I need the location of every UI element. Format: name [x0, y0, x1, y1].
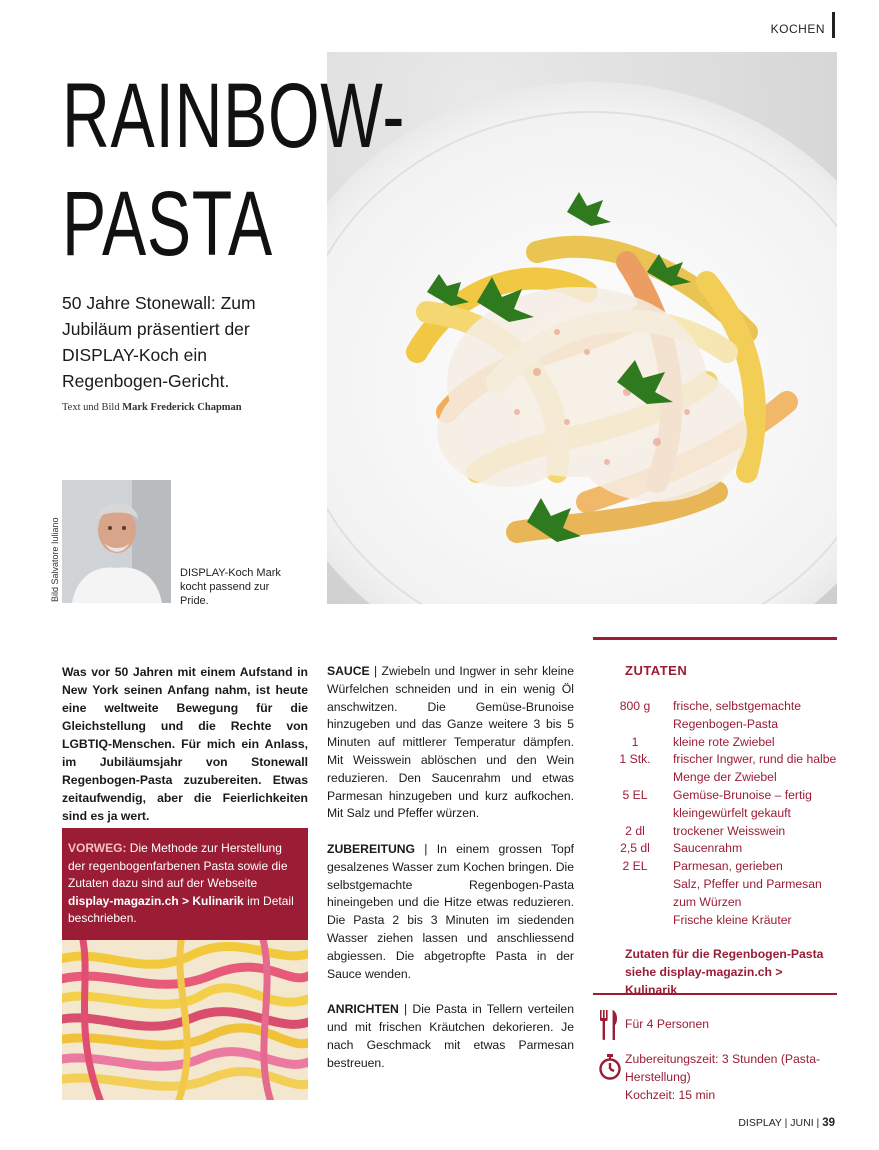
ingredient-quantity: [597, 876, 673, 912]
ingredient-quantity: 5 EL: [622, 787, 648, 802]
ingredient-quantity: 2,5 dl: [620, 841, 650, 856]
vorweg-box: [62, 828, 308, 940]
ingredient-row: [597, 858, 837, 876]
ingredient-row: [597, 734, 837, 752]
chef-portrait: [62, 480, 171, 603]
ingredient-list: [597, 698, 837, 929]
servings: Für 4 Personen: [625, 1017, 710, 1031]
intro-text: Was vor 50 Jahren mit einem Aufstand in New York seinen Anfang nahm, ist heute eine weltweite Bewegung für die Gleichstellung und die Rechte von LGBTIQ-Menschen. Für mich ein Anlass, im Jubiläumsjahr von Stonewall Regenbogen-Pasta zuzubereiten. Etwas zeitaufwendig, aber die Feierlichkeiten sind es ja wert.: [62, 665, 308, 823]
footer-magazine: DISPLAY: [738, 1117, 782, 1129]
ingredient-row: [597, 840, 837, 858]
portrait-caption: DISPLAY-Koch Mark kocht passend zur Pride.: [180, 567, 281, 607]
credit-prefix: Text und Bild: [62, 402, 120, 413]
ingredient-name: frische, selbstgemachte Regenbogen-Pasta: [673, 699, 802, 731]
credit-name: Mark Frederick Chapman: [122, 402, 242, 413]
ingredient-quantity: 1 Stk.: [619, 752, 651, 767]
section-bar: [832, 12, 835, 38]
ingredient-quantity: 2 EL: [622, 859, 648, 874]
ingredient-row: [597, 823, 837, 841]
ingredient-name: Frische kleine Kräuter: [673, 912, 792, 927]
ingredient-quantity: 1: [631, 734, 639, 749]
timer-icon: [598, 1053, 622, 1081]
cook-time: Kochzeit: 15 min: [625, 1088, 716, 1102]
footer-month: JUNI: [790, 1117, 814, 1129]
vorweg-text: Die Methode zur Herstellung der regenbogenfarbenen Pasta sowie die Zutaten dazu sind auf der Webseite: [68, 841, 288, 890]
step-text: Die Pasta in Tellern verteilen und mit frischen Kräutchen dekorieren. Je nach Geschmack mit etwas Parmesan bestreuen.: [327, 1002, 574, 1070]
step-anrichten: ANRICHTEN | Die Pasta in Tellern verteilen und mit frischen Kräutchen dekorieren. Je nach Geschmack mit etwas Parmesan bestreuen.: [327, 1002, 574, 1070]
ingredient-name: Parmesan, gerieben: [673, 859, 783, 874]
page-title-line2: PASTA: [62, 173, 273, 275]
zutaten-heading: ZUTATEN: [625, 663, 688, 678]
step-zubereitung: ZUBEREITUNG | In einem grossen Topf gesalzenes Wasser zum Kochen bringen. Die selbstgemachte Regenbogen-Pasta hineingeben und die Hitze etwas reduzieren. Die Pasta 2 bis 3 Minuten im siedenden Wasser ziehen lassen und anschliessend abgiessen. Die abgetropfte Pasta in der Sauce wenden.: [327, 841, 574, 981]
photo-credit: Bild Salvatore Iuliano: [50, 517, 60, 602]
ingredient-quantity: 2 dl: [625, 823, 645, 838]
ingredient-name: Gemüse-Brunoise – fertig kleingewürfelt gekauft: [673, 787, 812, 820]
vorweg-text-end: im Detail beschrieben.: [68, 893, 294, 925]
page-title-line1: RAINBOW-: [62, 65, 406, 167]
ingredient-name: Salz, Pfeffer und Parmesan zum Würzen: [673, 876, 822, 909]
ingredient-row: [597, 912, 837, 930]
vorweg-label: VORWEG:: [68, 841, 127, 855]
ingredient-name: frischer Ingwer, rund die halbe Menge der Zwiebel: [673, 752, 837, 785]
page-footer: DISPLAY | JUNI | 39: [738, 1117, 835, 1129]
ingredient-name: Saucenrahm: [673, 841, 743, 856]
ingredient-row: [597, 698, 837, 734]
zutaten-top-rule: [593, 637, 837, 640]
step-label: ANRICHTEN: [327, 1002, 399, 1017]
step-label: SAUCE: [327, 664, 370, 678]
ingredient-row: [597, 787, 837, 823]
vorweg-link[interactable]: display-magazin.ch > Kulinarik: [68, 893, 244, 908]
ingredient-row: [597, 751, 837, 787]
ingredient-row: [597, 876, 837, 912]
ingredient-name: trockener Weisswein: [673, 823, 786, 838]
recipe-steps: [327, 663, 574, 1090]
ingredient-quantity: [597, 912, 673, 930]
ingredient-name: kleine rote Zwiebel: [673, 734, 775, 749]
section-label: KOCHEN: [770, 22, 825, 36]
author-credit: [62, 402, 242, 413]
zutaten-note: Zutaten für die Regenbogen-Pasta siehe display-magazin.ch > Kulinarik: [625, 947, 824, 997]
ingredient-quantity: 800 g: [619, 699, 651, 713]
prep-time: Zubereitungszeit: 3 Stunden (Pasta-Herstellung): [625, 1052, 821, 1084]
subtitle: 50 Jahre Stonewall: Zum Jubiläum präsentiert der DISPLAY-Koch ein Regenbogen-Gericht.: [62, 293, 256, 391]
step-text: In einem grossen Topf gesalzenes Wasser zum Kochen bringen. Die selbstgemachte Regenbogen-Pasta hineingeben und die Hitze etwas reduzieren. Die Pasta 2 bis 3 Minuten im siedenden Wasser ziehen lassen und anschliessend abgiessen. Die abgetropfte Pasta in der Sauce wenden.: [327, 841, 574, 981]
step-text: Zwiebeln und Ingwer in sehr kleine Würfelchen schneiden und in ein wenig Öl anschwitzen. Die Gemüse-Brunoise hinzugeben und das Ganze weitere 3 bis 5 Minuten auf mittlerer Temperatur dämpfen. Mit Weisswein ablöschen und den Wein reduzieren. Den Saucenrahm und etwas Parmesan hinzugeben und kurz aufkochen. Mit Salz und Pfeffer würzen.: [327, 664, 574, 821]
raw-pasta-photo: [62, 940, 308, 1100]
step-sauce: SAUCE | Zwiebeln und Ingwer in sehr kleine Würfelchen schneiden und in ein wenig Öl anschwitzen. Die Gemüse-Brunoise hinzugeben und das Ganze weitere 3 bis 5 Minuten auf mittlerer Temperatur dämpfen. Mit Weisswein ablöschen und den Wein reduzieren. Den Saucenrahm und etwas Parmesan hinzugeben und kurz aufkochen. Mit Salz und Pfeffer würzen.: [327, 664, 574, 821]
page-number: 39: [822, 1117, 835, 1129]
step-label: ZUBEREITUNG: [327, 841, 416, 856]
cutlery-icon: [598, 1010, 620, 1040]
